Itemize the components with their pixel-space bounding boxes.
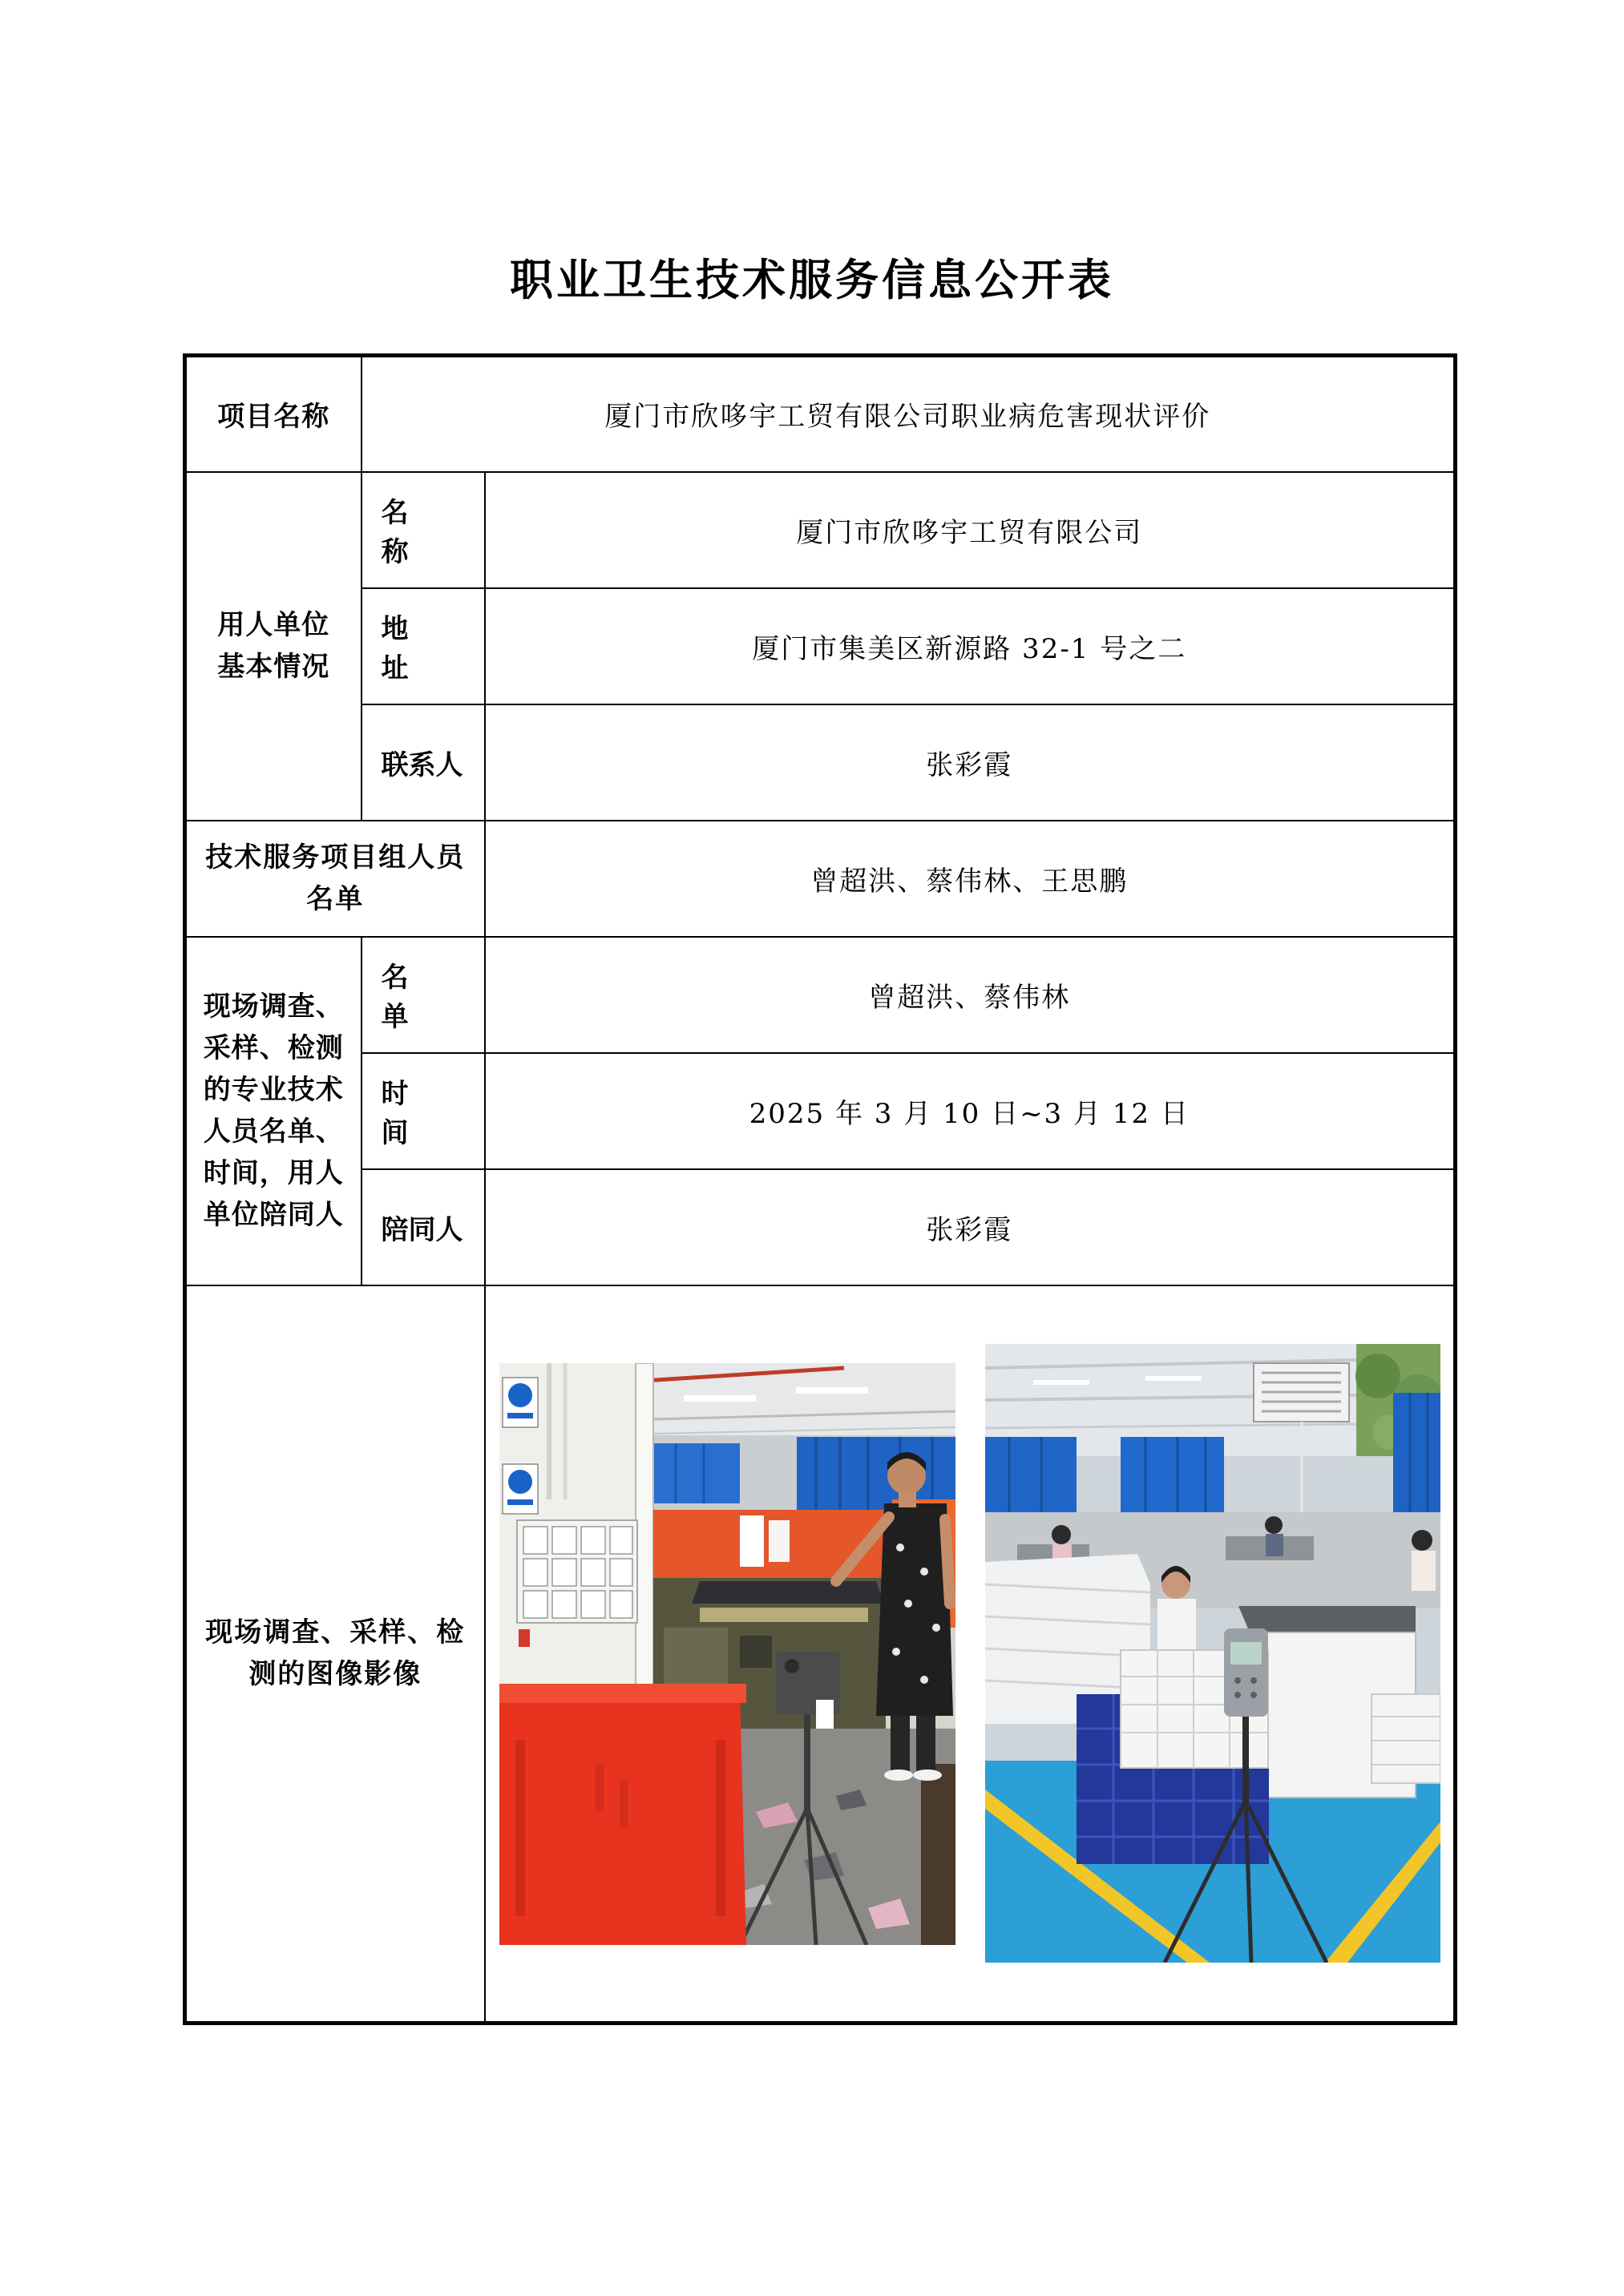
survey-info-label (185, 937, 362, 1285)
red-plug (519, 1629, 530, 1647)
survey-time-row (185, 1053, 1456, 1169)
team-row (185, 821, 1456, 937)
site-images-cell (485, 1285, 1456, 2024)
project-row (185, 356, 1456, 472)
survey-time-label-cell (362, 1053, 485, 1169)
survey-info-label-line: 人员名单、 (203, 1116, 344, 1148)
document-title: 职业卫生技术服务信息公开表 (510, 254, 1114, 305)
survey-info-label-line: 采样、检测 (203, 1032, 344, 1064)
survey-staff-label: 名单 (381, 962, 436, 1033)
survey-time-value: 2025 年 3 月 10 日~3 月 12 日 (485, 1053, 1456, 1169)
workbench-edge (921, 1764, 955, 1945)
employer-address-label-cell (362, 588, 485, 704)
sound-level-meter (1224, 1628, 1268, 1717)
employer-address-row (185, 588, 1456, 704)
team-label (185, 821, 485, 937)
employer-contact-label: 联系人 (362, 704, 485, 821)
site-images-container (486, 1286, 1454, 2021)
employer-name-value: 厦门市欣哆宇工贸有限公司 (485, 472, 1456, 588)
site-images-label-line: 测的图像影像 (248, 1658, 422, 1691)
white-crate (1372, 1694, 1440, 1783)
employer-info-label-line: 基本情况 (217, 651, 330, 683)
employer-contact-value: 张彩霞 (485, 704, 1456, 821)
team-label-line: 名单 (306, 883, 365, 915)
team-label-line: 技术服务项目组人员 (205, 841, 466, 874)
survey-info-label-line: 现场调查、 (203, 991, 344, 1023)
survey-escort-value: 张彩霞 (485, 1169, 1456, 1285)
employer-name-label-cell (362, 472, 485, 588)
survey-staff-label-cell (362, 937, 485, 1053)
survey-time-label: 时间 (381, 1078, 436, 1149)
employer-name-row (185, 472, 1456, 588)
survey-info-label-line: 单位陪同人 (203, 1199, 344, 1231)
site-photo-workshop (985, 1344, 1440, 1963)
safety-sign-icon (503, 1464, 538, 1514)
red-storage-bin (499, 1684, 746, 1945)
site-images-label-line: 现场调查、采样、检 (205, 1616, 466, 1649)
info-disclosure-table (183, 353, 1457, 2025)
survey-staff-value: 曾超洪、蔡伟林 (485, 937, 1456, 1053)
site-photo-cutting-press (499, 1363, 955, 1945)
survey-info-label-line: 时间，用人 (203, 1157, 344, 1189)
employer-contact-row (185, 704, 1456, 821)
employer-address-value: 厦门市集美区新源路 32-1 号之二 (485, 588, 1456, 704)
site-images-row (185, 1285, 1456, 2024)
site-images-label (185, 1285, 485, 2024)
employer-info-label (185, 472, 362, 821)
team-members-value: 曾超洪、蔡伟林、王思鹏 (485, 821, 1456, 937)
employer-info-label-line: 用人单位 (217, 609, 330, 641)
employer-address-label: 地址 (381, 613, 436, 684)
survey-escort-row (185, 1169, 1456, 1285)
survey-escort-label: 陪同人 (362, 1169, 485, 1285)
project-name-label: 项目名称 (185, 356, 362, 472)
employer-name-label: 名称 (381, 497, 436, 568)
safety-sign-icon (503, 1378, 538, 1427)
survey-info-label-line: 的专业技术 (203, 1074, 344, 1106)
project-name-value: 厦门市欣哆宇工贸有限公司职业病危害现状评价 (362, 356, 1456, 472)
survey-staff-row (185, 937, 1456, 1053)
